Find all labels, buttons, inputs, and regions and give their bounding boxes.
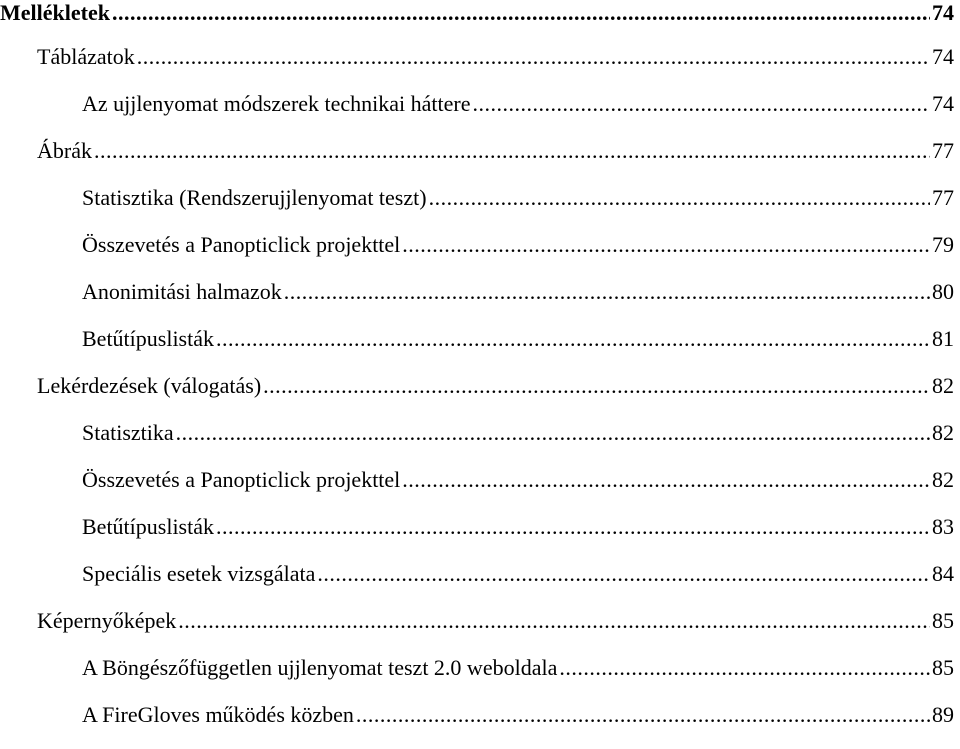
- toc-entry-title: Mellékletek: [0, 0, 110, 25]
- toc-entry-page: 82: [932, 373, 954, 398]
- toc-entry-page: 79: [932, 232, 954, 257]
- dot-leader: [559, 655, 930, 681]
- toc-entry-title: Ábrák: [37, 138, 92, 163]
- dot-leader: [176, 420, 930, 446]
- toc-entry-title: A FireGloves működés közben: [82, 702, 354, 727]
- toc-entry-page: 74: [932, 44, 954, 69]
- toc-entry-title: Anonimitási halmazok: [82, 279, 282, 304]
- toc-entry-statisztika-rendszer[interactable]: [0, 185, 960, 232]
- toc-entry-page: 85: [932, 655, 954, 680]
- toc-entry-title: Statisztika (Rendszerujjlenyomat teszt): [82, 185, 427, 210]
- toc-entry-statisztika[interactable]: [0, 420, 960, 467]
- dot-leader: [94, 138, 930, 164]
- toc-entry-specialis[interactable]: [0, 561, 960, 608]
- toc-entry-title: Képernyőképek: [37, 608, 177, 633]
- toc-entry-anonimitasi[interactable]: [0, 279, 960, 326]
- toc-entry-panopticlick-2[interactable]: [0, 467, 960, 514]
- toc-entry-page: 85: [932, 608, 954, 633]
- dot-leader: [473, 91, 930, 117]
- toc-entry-page: 77: [932, 185, 954, 210]
- toc-entry-title: Összevetés a Panopticlick projekttel: [82, 467, 401, 492]
- toc-entry-technikai-hattere[interactable]: [0, 91, 960, 138]
- toc-entry-title: Statisztika: [82, 420, 174, 445]
- toc-entry-abrak[interactable]: [0, 138, 960, 185]
- toc-entry-betutipus-2[interactable]: [0, 514, 960, 561]
- dot-leader: [216, 514, 930, 540]
- dot-leader: [402, 232, 930, 258]
- toc-entry-title: Összevetés a Panopticlick projekttel: [82, 232, 401, 257]
- toc-entry-title: A Böngészőfüggetlen ujjlenyomat teszt 2.0 weboldala: [82, 655, 558, 680]
- toc-entry-title: Az ujjlenyomat módszerek technikai háttere: [82, 91, 471, 116]
- toc-entry-page: 77: [932, 138, 954, 163]
- toc-entry-page: 82: [932, 420, 954, 445]
- dot-leader: [356, 702, 930, 728]
- dot-leader: [216, 326, 930, 352]
- dot-leader: [112, 0, 930, 26]
- toc-entry-page: 83: [932, 514, 954, 539]
- toc-entry-title: Táblázatok: [37, 44, 135, 69]
- toc-entry-page: 82: [932, 467, 954, 492]
- toc-entry-firegloves[interactable]: [0, 702, 960, 749]
- dot-leader: [429, 185, 930, 211]
- toc-entry-page: 89: [932, 702, 954, 727]
- toc-entry-page: 81: [932, 326, 954, 351]
- toc-entry-bongeszofuggetlen[interactable]: [0, 655, 960, 702]
- dot-leader: [137, 44, 930, 70]
- toc-entry-kepernyokepek[interactable]: [0, 608, 960, 655]
- toc-entry-betutipus-1[interactable]: [0, 326, 960, 373]
- toc-entry-title: Lekérdezések (válogatás): [37, 373, 262, 398]
- dot-leader: [284, 279, 930, 305]
- toc-entry-page: 74: [932, 0, 954, 25]
- toc-entry-mellekletek[interactable]: [0, 0, 960, 44]
- toc-entry-title: Speciális esetek vizsgálata: [82, 561, 316, 586]
- toc-entry-page: 80: [932, 279, 954, 304]
- toc-entry-title: Betűtípuslisták: [82, 514, 214, 539]
- dot-leader: [402, 467, 930, 493]
- toc-entry-panopticlick-1[interactable]: [0, 232, 960, 279]
- dot-leader: [317, 561, 930, 587]
- toc-entry-page: 84: [932, 561, 954, 586]
- toc-entry-page: 74: [932, 91, 954, 116]
- dot-leader: [178, 608, 930, 634]
- toc-entry-lekerdezesek[interactable]: [0, 373, 960, 420]
- toc-entry-title: Betűtípuslisták: [82, 326, 214, 351]
- toc-entry-tablazatok[interactable]: [0, 44, 960, 91]
- dot-leader: [263, 373, 930, 399]
